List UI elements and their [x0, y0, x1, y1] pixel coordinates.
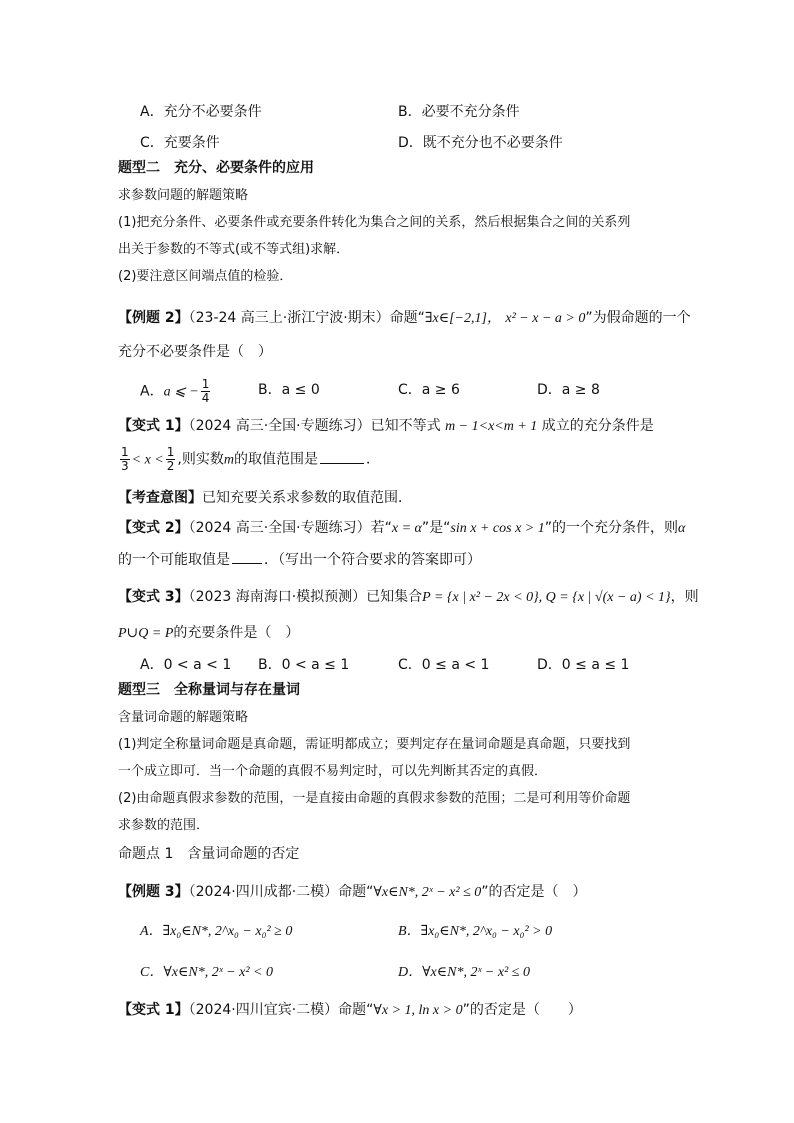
variant-3-stem: 【变式 3】（2023 海南海口·模拟预测）已知集合P = {x | x² − 2x < 0}, Q = {x | √(x − a) < 1}，则	[118, 589, 699, 605]
option-c: C．∀x∈N*, 2ˣ − x² < 0	[140, 965, 273, 980]
variant-tag: 【变式 3】	[118, 589, 189, 605]
example-source: （23-24 高三上·浙江宁波·期末）	[188, 310, 390, 326]
fraction: $\frac{1}{2}$	[166, 445, 175, 473]
section-title-type2: 题型二 充分、必要条件的应用	[118, 160, 314, 176]
option-d: D．既不充分也不必要条件	[398, 135, 563, 151]
strategy-line: (1)判定全称量词命题是真命题，需证明都成立；要判定存在量词命题是真命题，只要找到	[118, 737, 631, 752]
example-source: （2024·四川成都·二模）	[188, 884, 339, 900]
variant-1-stem-cont: $\frac{1}{3}$ < x < $\frac{1}{2}$ ,则实数m的取值范围是 ．	[121, 445, 380, 473]
strategy-title: 求参数问题的解题策略	[118, 188, 249, 203]
variant-tag: 【变式 2】	[118, 520, 189, 536]
variant-tag: 【变式 1】	[118, 1002, 189, 1018]
option-a: A．∃x₀∈N*, 2^x₀ − x₀² ≥ 0	[140, 924, 293, 939]
option-b: B．∃x₀∈N*, 2^x₀ − x₀² > 0	[398, 924, 553, 939]
option-a: A．充分不必要条件	[140, 104, 262, 120]
variant-source: （2024·四川宜宾·二模）	[188, 1002, 339, 1018]
option-b: B．a ≤ 0	[258, 382, 320, 398]
option-d: D．a ≥ 8	[537, 382, 600, 398]
intent-line: 【考查意图】已知充要关系求参数的取值范围．	[118, 490, 412, 506]
intent-tag: 【考查意图】	[118, 490, 202, 506]
math-expr: P = {x | x² − 2x < 0}, Q = {x | √(x − a) < 1}	[422, 590, 671, 605]
answer-blank	[232, 549, 262, 564]
option-a: A．0 < a < 1	[140, 657, 232, 673]
example-2-stem: 【例题 2】（23-24 高三上·浙江宁波·期末）命题“∃x∈[−2,1]， x² − x − a > 0”为假命题的一个	[118, 310, 691, 326]
option-c: C．0 ≤ a < 1	[398, 657, 490, 673]
math-expr: m − 1<x<m + 1	[445, 419, 538, 434]
math-expr: ∃x∈[−2,1]，	[424, 311, 501, 326]
example-tag: 【例题 2】	[118, 310, 189, 326]
variant-3-stem-cont: P∪Q = P的充要条件是（ ）	[118, 625, 300, 641]
strategy-line: 一个成立即可．当一个命题的真假不易判定时，可以先判断其否定的真假．	[118, 764, 548, 779]
variant-source: （2023 海南海口·模拟预测）	[188, 589, 367, 605]
strategy-line: 求参数的范围．	[118, 818, 210, 833]
section-title-type3: 题型三 全称量词与存在量词	[118, 682, 300, 698]
strategy-line: (2)由命题真假求参数的范围，一是直接由命题的真假求参数的范围；二是可利用等价命题	[118, 791, 631, 806]
variant-2-stem: 【变式 2】（2024 高三·全国·专题练习）若“x = α”是“sin x + cos x > 1”的一个充分条件，则α	[118, 520, 686, 536]
example-tag: 【例题 3】	[118, 884, 189, 900]
option-b: B．必要不充分条件	[398, 104, 520, 120]
variant-source: （2024 高三·全国·专题练习）	[188, 418, 371, 434]
example-2-stem-cont: 充分不必要条件是（ ）	[118, 344, 272, 360]
strategy-line: 出关于参数的不等式(或不等式组)求解．	[118, 242, 350, 257]
variant-stem: 【变式 1】（2024·四川宜宾·二模）命题“∀x > 1, ln x > 0”的否定是（ ）	[118, 1002, 582, 1018]
option-c: C．a ≥ 6	[398, 382, 460, 398]
option-d: D．0 ≤ a ≤ 1	[537, 657, 630, 673]
option-d: D．∀x∈N*, 2ˣ − x² ≤ 0	[398, 965, 530, 980]
math-expr: x² − x − a > 0	[505, 311, 586, 326]
option-c: C．充要条件	[140, 135, 220, 151]
variant-2-stem-cont: 的一个可能取值是 ．（写出一个符合要求的答案即可）	[118, 549, 481, 570]
option-a: A．a ⩽ − $\frac{1}{4}$	[140, 377, 210, 405]
strategy-line: (2)要注意区间端点值的检验．	[118, 269, 293, 284]
variant-1-stem: 【变式 1】（2024 高三·全国·专题练习）已知不等式 m − 1<x<m + 1 成立的充分条件是	[118, 418, 654, 434]
fraction: $\frac{1}{3}$	[121, 445, 129, 473]
strategy-title: 含量词命题的解题策略	[118, 710, 249, 725]
strategy-line: (1)把充分条件、必要条件或充要条件转化为集合之间的关系，然后根据集合之间的关系列	[118, 215, 631, 230]
option-b: B．0 < a ≤ 1	[258, 657, 350, 673]
answer-blank	[320, 449, 364, 464]
example-3-stem: 【例题 3】（2024·四川成都·二模）命题“∀x∈N*, 2ˣ − x² ≤ 0”的否定是（ ）	[118, 884, 587, 900]
fraction: $\frac{1}{4}$	[201, 377, 210, 405]
variant-tag: 【变式 1】	[118, 418, 189, 434]
proposition-point: 命题点 1 含量词命题的否定	[118, 846, 300, 862]
variant-source: （2024 高三·全国·专题练习）	[188, 520, 371, 536]
